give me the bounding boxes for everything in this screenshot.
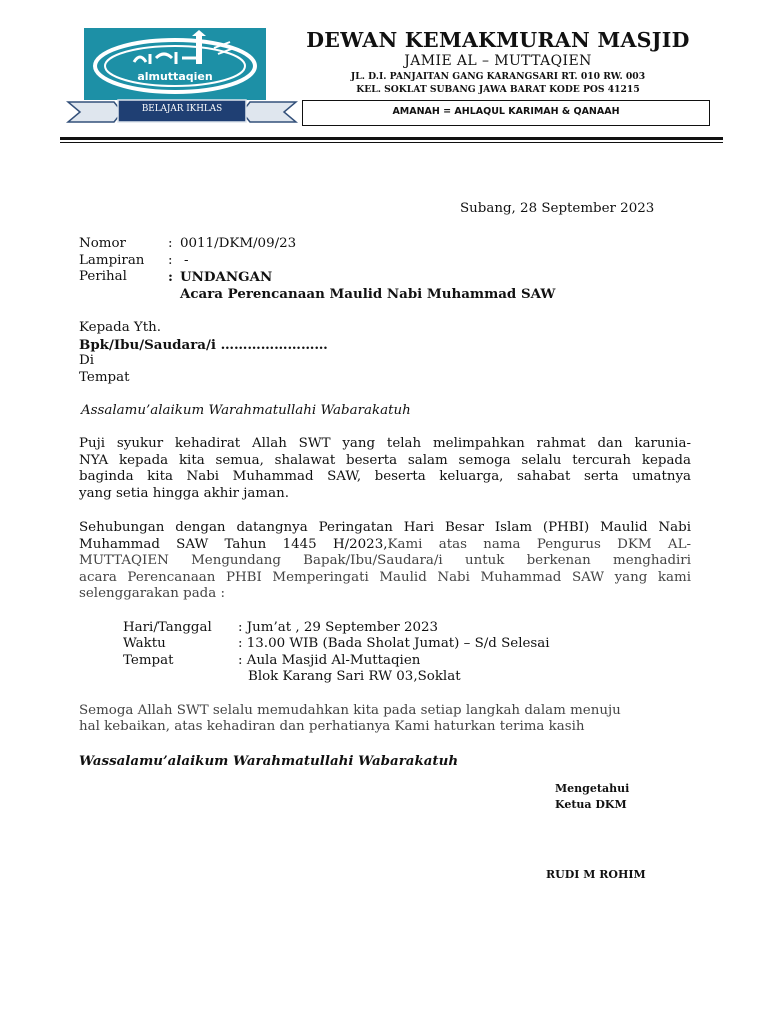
- meta-value-lampiran: -: [184, 253, 189, 268]
- paragraph-line: acara Perencanaan PHBI Memperingati Maulid Nabi Muhammad SAW yang kami: [79, 569, 691, 585]
- schedule-label-place: Tempat: [123, 653, 174, 668]
- sign-label-1: Mengetahui: [555, 782, 630, 795]
- closing-salutation: Wassalamu’alaikum Warahmatullahi Wabarakatuh: [79, 753, 459, 769]
- paragraph-invitation: [79, 520, 691, 603]
- paragraph-closing-line-2: hal kebaikan, atas kehadiran dan perhatianya Kami haturkan terima kasih: [79, 719, 585, 734]
- paragraph-line: selenggarakan pada :: [79, 586, 225, 601]
- greeting: Assalamu’alaikum Warahmatullahi Wabarakatuh: [81, 403, 411, 418]
- schedule-value-place: : Aula Masjid Al-Muttaqien: [238, 653, 421, 668]
- paragraph-line: [79, 537, 691, 554]
- logo-ribbon: [66, 98, 298, 126]
- subject-line-2: Acara Perencanaan Maulid Nabi Muhammad SAW: [180, 286, 556, 302]
- paragraph-closing-line-1: Semoga Allah SWT selalu memudahkan kita pada setiap langkah dalam menuju: [79, 703, 621, 718]
- address-line-1: JL. D.I. PANJAITAN GANG KARANGSARI RT. 010 RW. 003: [350, 71, 646, 82]
- meta-label-perihal: Perihal: [79, 269, 127, 284]
- recipient-line-3: Di: [79, 353, 95, 368]
- place-date: Subang, 28 September 2023: [460, 201, 655, 216]
- paragraph-fragment: Kami atas nama Pengurus DKM AL-: [387, 536, 691, 552]
- paragraph-line: MUTTAQIEN Mengundang Bapak/Ibu/Saudara/i untuk berkenan menghadiri: [79, 553, 691, 568]
- paragraph-line: baginda kita Nabi Muhammad SAW, beserta keluarga, sahabat serta umatnya: [79, 469, 691, 484]
- meta-value-perihal: UNDANGAN: [180, 269, 273, 285]
- ribbon-text: BELAJAR IKHLAS: [141, 104, 223, 114]
- recipient-line-2: Bpk/Ibu/Saudara/i ……………………: [79, 337, 328, 353]
- logo-wordmark: almuttaqien: [137, 70, 213, 83]
- meta-sep: :: [168, 253, 173, 268]
- motto-box: AMANAH = AHLAQUL KARIMAH & QANAAH: [302, 100, 710, 126]
- schedule-value-time: : 13.00 WIB (Bada Sholat Jumat) – S/d Selesai: [238, 636, 550, 651]
- meta-label-nomor: Nomor: [79, 236, 126, 251]
- schedule-value-date: : Jum’at , 29 September 2023: [238, 620, 439, 635]
- schedule-label-time: Waktu: [123, 636, 166, 651]
- meta-sep: :: [168, 236, 173, 251]
- schedule-label-date: Hari/Tanggal: [123, 620, 212, 635]
- header-divider-thin: [60, 142, 723, 143]
- mosque-logo-icon: [84, 28, 266, 100]
- organization-logo: [84, 28, 266, 100]
- schedule-value-place-2: Blok Karang Sari RW 03,Soklat: [248, 669, 461, 684]
- recipient-line-4: Tempat: [79, 370, 130, 385]
- paragraph-fragment: Muhammad SAW Tahun 1445 H/2023,: [79, 536, 388, 552]
- address-line-2: KEL. SOKLAT SUBANG JAWA BARAT KODE POS 41215: [356, 84, 640, 95]
- paragraph-line: yang setia hingga akhir jaman.: [79, 485, 289, 501]
- header-divider-thick: [60, 137, 723, 140]
- recipient-line-1: Kepada Yth.: [79, 320, 162, 335]
- meta-sep: :: [168, 269, 173, 285]
- paragraph-line: Puji syukur kehadirat Allah SWT yang telah melimpahkan rahmat dan karunia-: [79, 436, 691, 451]
- organization-subtitle: JAMIE AL – MUTTAQIEN: [404, 53, 592, 69]
- sign-label-2: Ketua DKM: [555, 798, 627, 811]
- paragraph-line: NYA kepada kita semua, shalawat beserta salam semoga selalu tercurah kepada: [79, 452, 691, 468]
- meta-value-nomor: 0011/DKM/09/23: [180, 236, 297, 251]
- paragraph-line: Sehubungan dengan datangnya Peringatan Hari Besar Islam (PHBI) Maulid Nabi: [79, 520, 691, 535]
- paragraph-opening: [79, 436, 691, 502]
- organization-title: DEWAN KEMAKMURAN MASJID: [306, 28, 690, 52]
- signatory-name: RUDI M ROHIM: [546, 868, 646, 881]
- meta-label-lampiran: Lampiran: [79, 253, 145, 268]
